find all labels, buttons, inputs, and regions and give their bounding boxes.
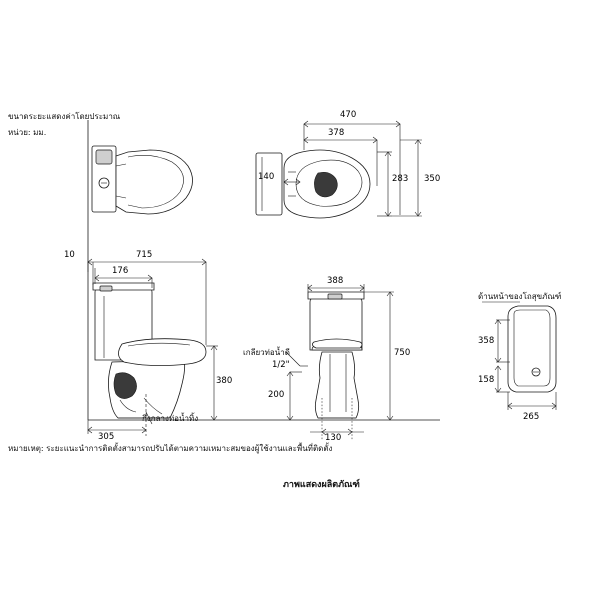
front-elevation-geometry xyxy=(308,292,364,418)
floor-drain-center-label: กึ่งกลางท่อน้ำทิ้ง xyxy=(142,414,199,423)
drain-thread-label: เกลียวท่อน้ำดี xyxy=(243,348,290,357)
side-elevation-geometry xyxy=(93,283,206,418)
approximate-dimension-note: ขนาดระยะแสดงค่าโดยประมาณ xyxy=(8,112,121,121)
dim-label-bowl-length-top: 378 xyxy=(328,128,345,138)
dim-label-overall-length: 715 xyxy=(136,250,153,260)
dim-overall-height xyxy=(364,292,394,420)
dim-label-tank-width: 388 xyxy=(327,276,344,286)
dim-bowl-width xyxy=(377,152,392,216)
dim-label-bowl-height: 380 xyxy=(216,376,233,386)
installation-note: หมายเหตุ: ระยะแนะนำการติดตั้งสามารถปรับได้ตามความเหมาะสมของผู้ใช้งานและพื้นที่ติดตั้ง xyxy=(8,444,333,453)
dim-label-rough-in: 305 xyxy=(98,432,115,442)
toilet-pictorial-side xyxy=(92,146,193,214)
dim-wall-gap xyxy=(88,262,93,285)
dim-label-seat-height: 358 xyxy=(478,336,495,346)
front-view-label: ด้านหน้าของโถสุขภัณฑ์ xyxy=(478,292,562,301)
dim-label-overall-height: 750 xyxy=(394,348,411,358)
product-image-caption: ภาพแสดงผลิตภัณฑ์ xyxy=(283,480,360,490)
dim-label-drain-center: 130 xyxy=(325,433,342,443)
dim-label-tank-offset: 140 xyxy=(258,172,275,182)
dim-label-seat-width: 265 xyxy=(523,412,540,422)
top-plan-geometry xyxy=(256,150,370,218)
dim-label-bowl-width: 283 xyxy=(392,174,409,184)
dim-label-tank-depth: 176 xyxy=(112,266,129,276)
dim-seat-width xyxy=(508,392,556,410)
drain-thread-size-label: 1/2" xyxy=(272,360,290,370)
dim-label-overall-width: 350 xyxy=(424,174,441,184)
dim-label-seat-lower: 158 xyxy=(478,375,495,385)
unit-note: หน่วย: มม. xyxy=(8,128,47,137)
dim-label-supply-height: 200 xyxy=(268,390,285,400)
dim-label-wall-gap: 10 xyxy=(64,250,75,260)
seat-front-detail-geometry xyxy=(508,306,556,392)
dim-label-overall-length-top: 470 xyxy=(340,110,357,120)
